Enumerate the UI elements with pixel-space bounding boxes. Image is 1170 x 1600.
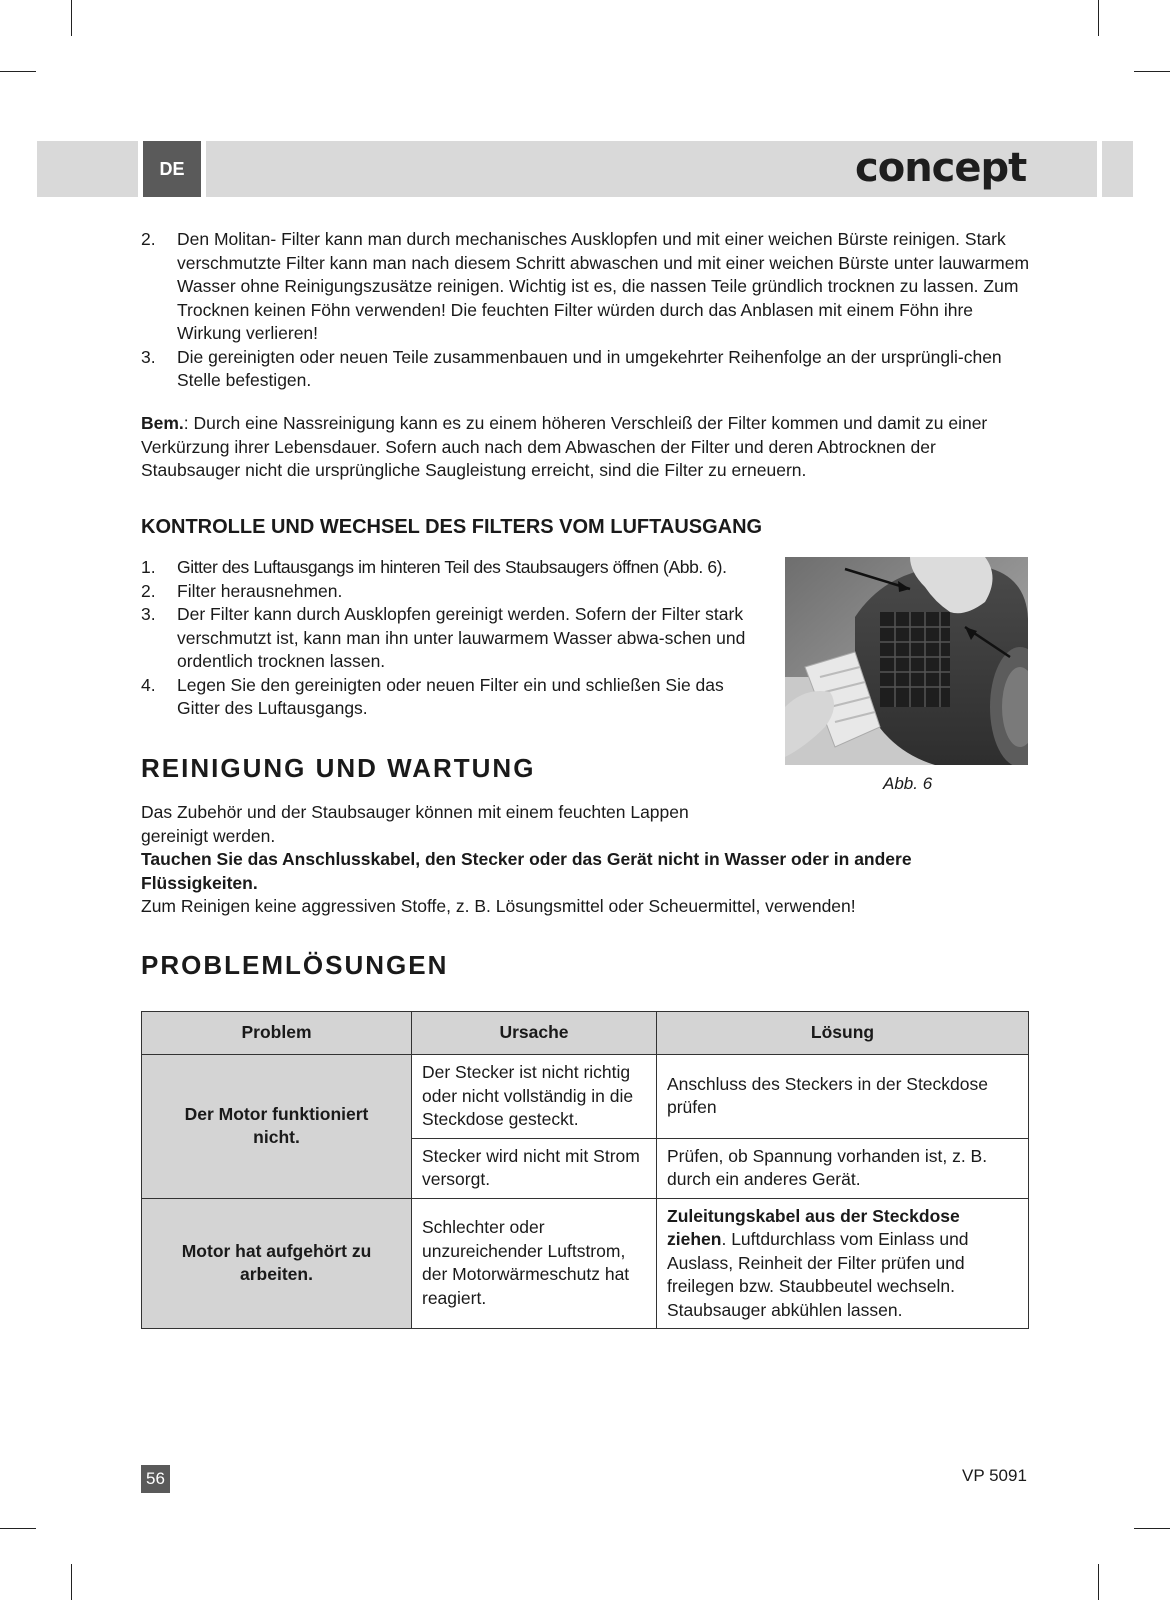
section-heading-exhaust-filter: KONTROLLE UND WECHSEL DES FILTERS VOM LUFTAUSGANG (141, 516, 763, 538)
list-item (141, 556, 756, 580)
cleaning-note-text: Zum Reinigen keine aggressiven Stoffe, z. B. Lösungsmittel oder Scheuermittel, verwenden! (141, 896, 856, 916)
problem-cell: Der Motor funktioniert nicht. (142, 1055, 412, 1199)
crop-mark (1098, 1564, 1099, 1600)
section-heading-troubleshooting: PROBLEMLÖSUNGEN (141, 950, 449, 980)
crop-mark (1134, 71, 1170, 72)
solution-text: . Luftdurchlass vom Einlass und Auslass, Reinheit der Filter prüfen und freilegen bzw. Staubbeutel wechseln. Staubsauger abkühlen lassen. (667, 1229, 969, 1320)
troubleshooting-table (141, 1011, 1029, 1329)
solution-cell: Prüfen, ob Spannung vorhanden ist, z. B. durch ein anderes Gerät. (657, 1138, 1029, 1198)
list-item (141, 603, 756, 674)
problem-cell: Motor hat aufgehört zu arbeiten. (142, 1198, 412, 1329)
list-item (141, 580, 756, 604)
cleaning-text: Das Zubehör und der Staubsauger können mit einem feuchten Lappen gereinigt werden. (141, 802, 689, 846)
solution-bold-text: Zuleitungskabel aus der Steckdose ziehen (667, 1205, 960, 1249)
header-divider (1097, 141, 1102, 197)
list-text: Der Filter kann durch Ausklopfen gereinigt werden. Sofern der Filter stark verschmutzt ist, kann man ihn unter lauwarmem Wasser abwa-schen und ordentlich trocknen lassen. (177, 604, 746, 671)
list-text: Filter herausnehmen. (177, 580, 343, 601)
list-number: 2. (141, 580, 156, 601)
table-row (142, 1055, 1029, 1139)
crop-mark (1098, 0, 1099, 36)
crop-mark (1134, 1528, 1170, 1529)
column-header-problem: Problem (142, 1012, 412, 1055)
cleaning-note (141, 895, 1031, 919)
crop-mark (0, 1528, 36, 1529)
crop-mark (0, 71, 36, 72)
list-number: 2. (141, 229, 156, 249)
list-number: 1. (141, 557, 156, 577)
list-text: Legen Sie den gereinigten oder neuen Filter ein und schließen Sie das Gitter des Luftausgangs. (177, 674, 724, 718)
note-text: : Durch eine Nassreinigung kann es zu einem höheren Verschleiß der Filter kommen und damit zu einer Verkürzung ihrer Lebensdauer. Sofern auch nach dem Abwaschen der Filter und deren Abtrocknen der Staubsauger nicht die ursprüngliche Saugleistung erreicht, sind die Filter zu erneuern. (141, 413, 988, 480)
header-divider (201, 141, 206, 197)
list-number: 3. (141, 346, 156, 367)
note-label: Bem. (141, 413, 184, 433)
filter-cleaning-steps (141, 228, 1031, 393)
model-number: VP 5091 (962, 1466, 1027, 1485)
cause-cell: Stecker wird nicht mit Strom versorgt. (412, 1138, 657, 1198)
exhaust-filter-steps (141, 556, 756, 721)
list-text: Die gereinigten oder neuen Teile zusammenbauen und in umgekehrter Reihenfolge an der ursprüngli-chen Stelle befestigen. (177, 346, 1002, 390)
table-row (142, 1198, 1029, 1329)
warning-text: Tauchen Sie das Anschlusskabel, den Stecker oder das Gerät nicht in Wasser oder in andere Flüssigkeiten. (141, 849, 912, 893)
column-header-cause: Ursache (412, 1012, 657, 1055)
crop-mark (71, 1564, 72, 1600)
list-item (141, 674, 756, 721)
list-text: Gitter des Luftausgangs im hinteren Teil des Staubsaugers öffnen (Abb. 6). (177, 557, 727, 577)
cause-cell: Der Stecker ist nicht richtig oder nicht vollständig in die Steckdose gesteckt. (412, 1055, 657, 1139)
note-paragraph (141, 412, 1031, 483)
list-number: 3. (141, 604, 156, 624)
cleaning-paragraph (141, 801, 741, 848)
solution-cell: Anschluss des Steckers in der Steckdose prüfen (657, 1055, 1029, 1139)
column-header-solution: Lösung (657, 1012, 1029, 1055)
brand-logo: concept (855, 145, 1027, 191)
language-badge: DE (143, 141, 201, 197)
list-item (141, 346, 1031, 393)
cause-cell: Schlechter oder unzureichender Luftstrom, der Motorwärmeschutz hat reagiert. (412, 1198, 657, 1329)
list-number: 4. (141, 674, 156, 695)
vacuum-filter-photo (785, 557, 1028, 765)
list-text: Den Molitan- Filter kann man durch mechanisches Ausklopfen und mit einer weichen Bürste reinigen. Stark verschmutzte Filter kann man nach diesem Schritt abwaschen und mit einer weichen Bürste unter lauwarmem Wasser ohne Reinigungszusätze reinigen. Wichtig ist es, die nassen Teile gründlich trocknen zu lassen. Zum Trocknen keinen Föhn verwenden! Die feuchten Filter würden durch das Anblasen mit einem Föhn ihre Wirkung verlieren! (177, 229, 1030, 343)
cleaning-warning (141, 848, 1031, 895)
crop-mark (71, 0, 72, 36)
page-number: 56 (141, 1465, 170, 1493)
table-header-row (142, 1012, 1029, 1055)
figure-caption: Abb. 6 (883, 774, 933, 793)
solution-cell (657, 1198, 1029, 1329)
list-item (141, 228, 1031, 346)
section-heading-cleaning: REINIGUNG UND WARTUNG (141, 753, 536, 783)
